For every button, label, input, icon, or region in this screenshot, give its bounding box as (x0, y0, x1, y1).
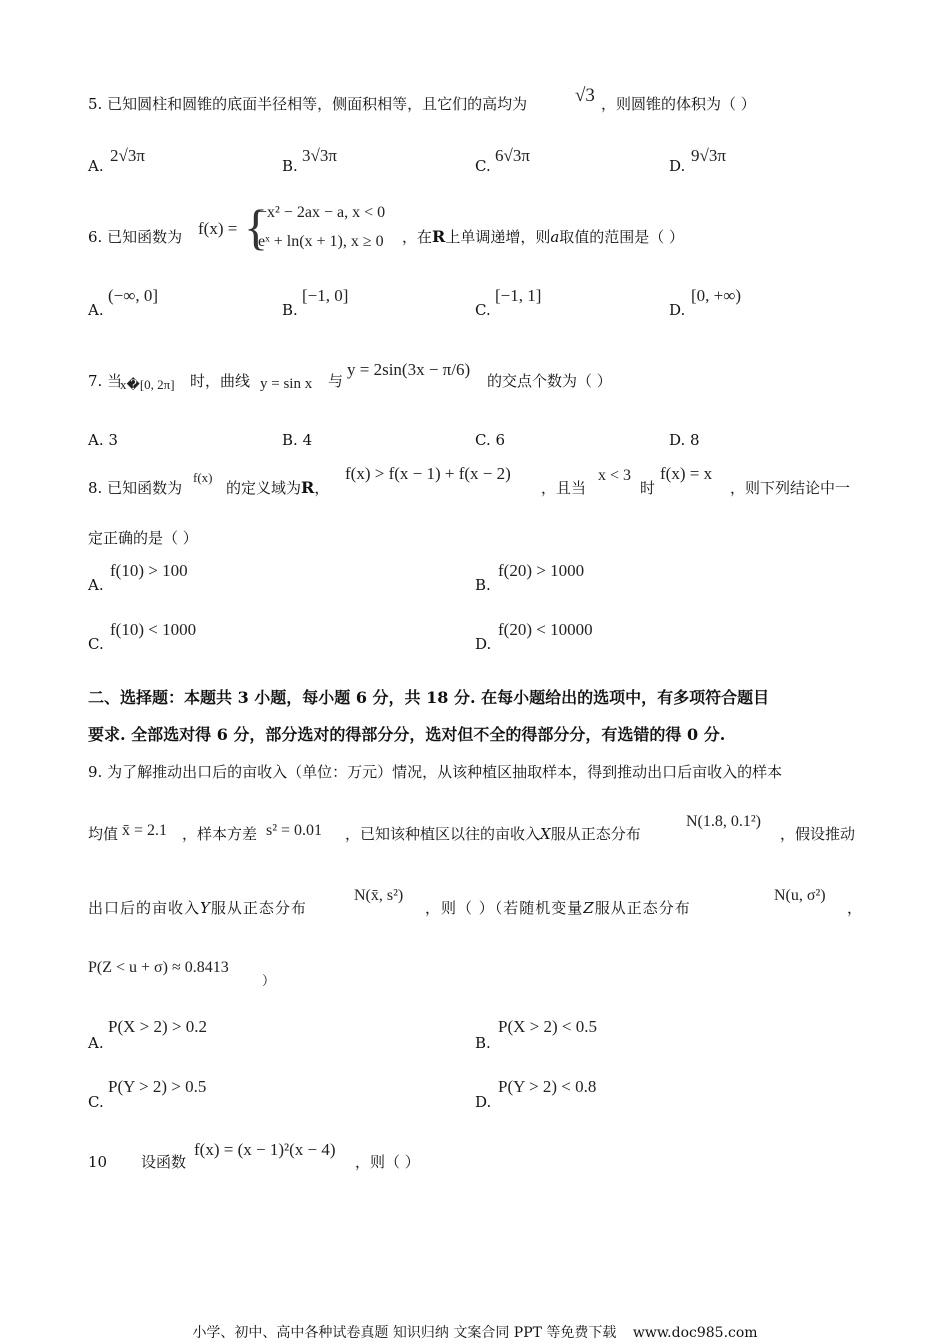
q8-option-b-letter: B. (475, 576, 491, 594)
q9-dist-z: N(u, σ²) (774, 887, 826, 904)
q10-stem: 设函数 (141, 1153, 187, 1171)
q8-stem-b: 的定义域为R， (226, 478, 330, 497)
q9-option-a-letter: A. (88, 1034, 104, 1052)
q8-option-c: f(10) < 1000 (110, 620, 197, 639)
q6-option-a: (−∞, 0] (108, 286, 159, 305)
q6-option-d-letter: D. (669, 301, 686, 319)
q9-option-b: P(X > 2) < 0.5 (498, 1017, 597, 1036)
q8-option-d-letter: D. (475, 635, 492, 653)
page-footer (0, 1322, 950, 1342)
q5-option-c-letter: C. (475, 157, 491, 175)
q9-mean: x̄ = 2.1 (122, 822, 168, 839)
q6-option-a-letter: A. (88, 301, 104, 319)
footer-text: 小学、初中、高中各种试卷真题 知识归纳 文案合同 PPT 等免费下载 (192, 1325, 617, 1341)
q7-option-d: D. 8 (669, 431, 700, 449)
q8-stem-c: ，且当 (541, 479, 587, 497)
q8-stem-d: 时 (640, 479, 656, 497)
q10-stem-end: ，则（ ） (355, 1153, 420, 1171)
q5-stem: 5. 已知圆柱和圆锥的底面半径相等，侧面积相等，且它们的高均为 (88, 95, 528, 113)
q9-option-c-letter: C. (88, 1093, 104, 1111)
q9-variance: s² = 0.01 (266, 822, 323, 839)
q5-option-a: 2√3π (110, 146, 145, 165)
q9-close-paren: ） (262, 974, 276, 989)
q6-stem-b: ，在R上单调递增，则a取值的范围是（ ） (402, 227, 685, 246)
q6-option-d: [0, +∞) (691, 286, 742, 305)
q8-option-c-letter: C. (88, 635, 104, 653)
q9-line-2-e: ，假设推动 (780, 825, 856, 843)
q9-normal-prob: P(Z < u + σ) ≈ 0.8413 (88, 959, 229, 976)
q7-interval: x�[0, 2π] (120, 377, 175, 392)
section-2-line-2: 要求. 全部选对得 6 分，部分选对的得部分分，选对但不全的得部分分，有选错的得 0 分. (88, 725, 726, 744)
q9-line-2-c: ，已知该种植区以往的亩收入X服从正态分布 (345, 825, 641, 843)
q9-option-d-letter: D. (475, 1093, 492, 1111)
q7-stem: 7. 当 (88, 372, 123, 390)
q8-condition: x < 3 (598, 467, 632, 484)
q7-curve-2: y = 2sin(3x − π/6) (347, 360, 471, 379)
q8-option-b: f(20) > 1000 (498, 561, 585, 580)
q10-number: 10 (88, 1153, 108, 1171)
q6-option-c: [−1, 1] (495, 286, 542, 305)
q7-option-c: C. 6 (475, 431, 506, 449)
q6-option-b-letter: B. (282, 301, 298, 319)
q9-dist-y: N(x̄, s²) (354, 887, 404, 904)
q9-line-3-e: ， (847, 899, 863, 917)
q6-function-name: f(x) = (198, 219, 238, 238)
q9-option-d: P(Y > 2) < 0.8 (498, 1077, 597, 1096)
q7-stem-b: 时，曲线 (190, 372, 251, 390)
q9-option-b-letter: B. (475, 1034, 491, 1052)
footer-link[interactable]: www.doc985.com (632, 1325, 758, 1341)
q7-stem-c: 与 (328, 372, 344, 390)
q5-height-math: √3 (575, 85, 595, 106)
q8-option-d: f(20) < 10000 (498, 620, 593, 639)
q8-equation: f(x) = x (660, 464, 713, 483)
q5-option-c: 6√3π (495, 146, 530, 165)
q9-dist-x: N(1.8, 0.1²) (686, 813, 762, 830)
q8-stem-line-2: 定正确的是（ ） (88, 529, 198, 547)
q8-stem: 8. 已知函数为 (88, 479, 183, 497)
q7-stem-d: 的交点个数为（ ） (487, 372, 612, 390)
q7-option-a: A. 3 (88, 431, 118, 449)
section-2-line-1: 二、选择题：本题共 3 小题，每小题 6 分，共 18 分. 在每小题给出的选项中，有多项符合题目 (88, 688, 770, 707)
q6-case-1: −x² − 2ax − a, x < 0 (258, 204, 386, 221)
q9-line-2: 均值 (88, 825, 119, 843)
q7-option-b: B. 4 (282, 431, 313, 449)
q8-option-a-letter: A. (88, 576, 104, 594)
q9-line-2-b: ，样本方差 (182, 825, 258, 843)
q9-option-a: P(X > 2) > 0.2 (108, 1017, 207, 1036)
q10-function: f(x) = (x − 1)²(x − 4) (194, 1140, 336, 1159)
q9-line-1: 9. 为了解推动出口后的亩收入（单位：万元）情况，从该种植区抽取样本，得到推动出口后亩收入的样本 (88, 763, 783, 781)
q5-option-d-letter: D. (669, 157, 686, 175)
q8-fx: f(x) (193, 470, 213, 485)
q6-brace: { (244, 199, 268, 255)
q6-option-c-letter: C. (475, 301, 491, 319)
q5-stem-end: ，则圆锥的体积为（ ） (601, 95, 756, 113)
q9-option-c: P(Y > 2) > 0.5 (108, 1077, 207, 1096)
q8-inequality: f(x) > f(x − 1) + f(x − 2) (345, 464, 511, 483)
q5-option-a-letter: A. (88, 157, 104, 175)
q9-line-3-c: ，则（ ）（若随机变量Z服从正态分布 (425, 899, 691, 917)
q8-option-a: f(10) > 100 (110, 561, 188, 580)
q6-stem: 6. 已知函数为 (88, 228, 183, 246)
q5-option-b: 3√3π (302, 146, 337, 165)
q5-option-b-letter: B. (282, 157, 298, 175)
q5-option-d: 9√3π (691, 146, 726, 165)
q6-case-2: eˣ + ln(x + 1), x ≥ 0 (258, 233, 384, 250)
q7-curve-1: y = sin x (260, 376, 313, 392)
q8-stem-e: ，则下列结论中一 (730, 479, 851, 497)
q6-option-b: [−1, 0] (302, 286, 349, 305)
q9-line-3: 出口后的亩收入Y服从正态分布 (88, 899, 307, 917)
